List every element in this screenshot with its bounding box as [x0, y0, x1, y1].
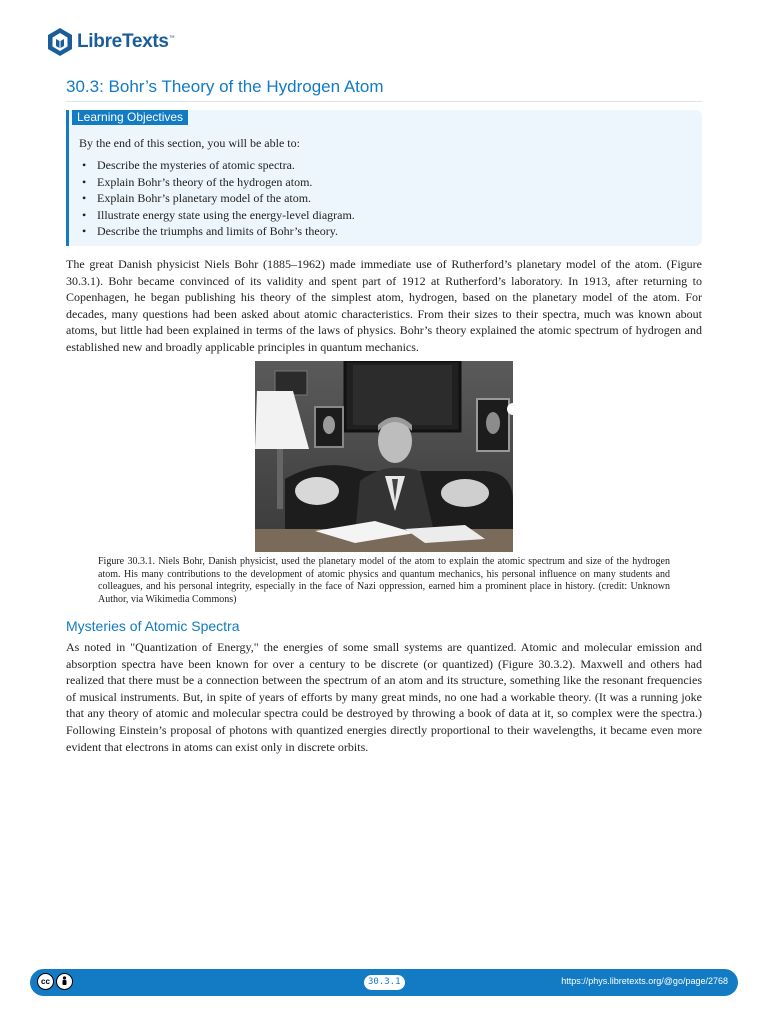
- learning-objectives-tag: Learning Objectives: [72, 110, 188, 125]
- learning-objectives-intro: By the end of this section, you will be able to:: [79, 136, 300, 150]
- footer-bar: [30, 969, 738, 996]
- list-item: • Explain Bohr’s planetary model of the atom.: [79, 190, 355, 207]
- figure-caption: Figure 30.3.1. Niels Bohr, Danish physicist, used the planetary model of the atom to explain the atomic spectrum and size of the hydrogen atom. His many contributions to the development of atomic physics and quantum mechanics, his personal influence on many students and colleagues, and his personal integrity, especially in the face of Nazi oppression, earned him a prominent place in history. (credit: Unknown Author, via Wikimedia Commons): [98, 556, 670, 605]
- intro-paragraph: The great Danish physicist Niels Bohr (1885–1962) made immediate use of Rutherford’s planetary model of the atom. (Figure 30.3.1). Bohr became convinced of its validity and spent part of 1912 at Rutherford’s laboratory. In 1913, after returning to Copenhagen, he began publishing his theory of the simplest atom, hydrogen, based on the planetary model of the atom. For decades, many questions had been asked about atomic characteristics. From their sizes to their spectra, much was known about atoms, but little had been explained in terms of the laws of physics. Bohr’s theory explained the atomic spectrum of hydrogen and established new and broadly applicable principles in quantum mechanics.: [66, 257, 702, 354]
- creative-commons-icon: cc: [37, 973, 54, 990]
- logo-wordmark: LibreTexts™: [77, 31, 175, 52]
- list-item: • Describe the triumphs and limits of Bohr’s theory.: [79, 223, 355, 240]
- niels-bohr-photo[interactable]: [255, 361, 513, 552]
- libretexts-logo[interactable]: [46, 27, 174, 57]
- attribution-icon: [56, 973, 73, 990]
- section-heading: Mysteries of Atomic Spectra: [66, 618, 240, 634]
- page-url-link[interactable]: https://phys.libretexts.org/@go/page/2768: [561, 976, 728, 986]
- learning-objectives-box: [66, 110, 702, 246]
- section-paragraph: As noted in "Quantization of Energy," the energies of some small systems are quantized. Atomic and molecular emission and absorption spectra have been known for over a century to be discrete (or quantized) (Figure 30.3.2). Maxwell and others had realized that there must be a connection between the spectrum of an atom and its structure, something like the resonant frequencies of musical instruments. But, in spite of years of efforts by many great minds, no one had a workable theory. (It was a running joke that any theory of atomic and molecular spectra could be destroyed by throwing a book of data at it, so complex were the spectra.) Following Einstein’s proposal of photons with quantized energies directly proportional to their wavelengths, it became even more evident that electrons in atoms can exist only in discrete orbits.: [66, 640, 702, 754]
- list-item: • Explain Bohr’s theory of the hydrogen atom.: [79, 174, 355, 191]
- list-item: • Illustrate energy state using the energy-level diagram.: [79, 207, 355, 224]
- list-item: • Describe the mysteries of atomic spectra.: [79, 157, 355, 174]
- photo-illustration: [255, 361, 513, 552]
- license-badge[interactable]: [37, 973, 75, 990]
- page-title: 30.3: Bohr’s Theory of the Hydrogen Atom: [66, 77, 702, 102]
- page-number: 30.3.1: [364, 975, 405, 990]
- learning-objectives-list: [79, 157, 355, 240]
- libretexts-logo-icon: [46, 27, 74, 57]
